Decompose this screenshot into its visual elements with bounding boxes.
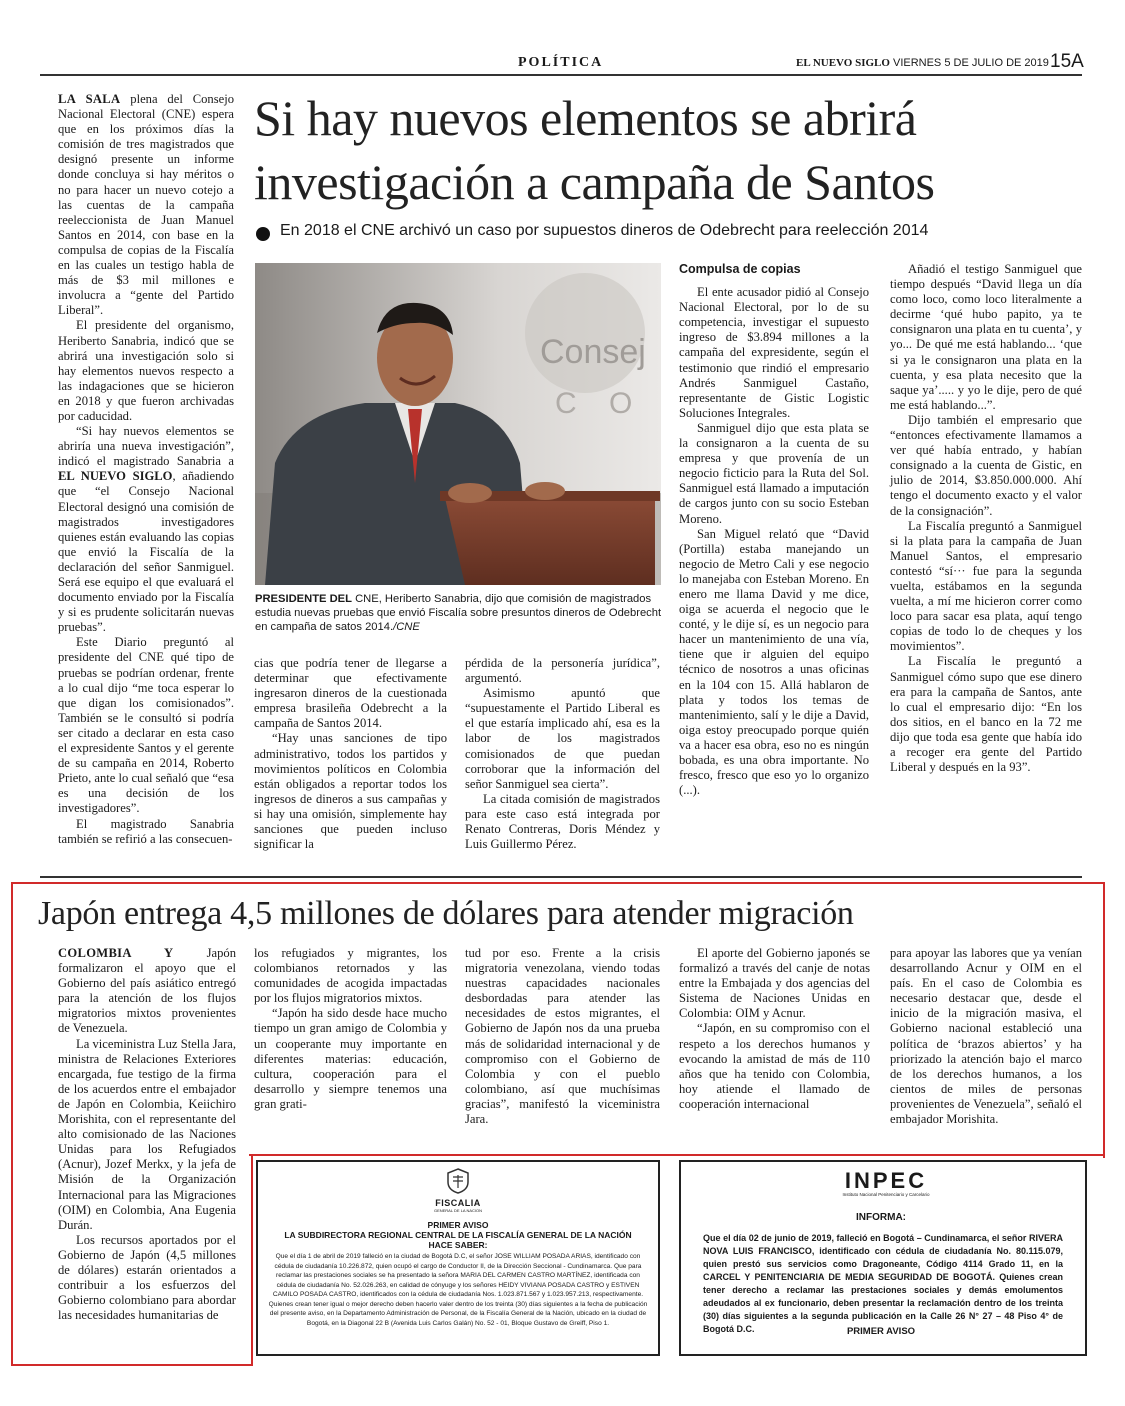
header-rule <box>40 74 1082 76</box>
photo-sign-text-2: C O <box>555 387 645 420</box>
paragraph <box>58 946 236 1037</box>
notice-title-1: PRIMER AVISO <box>427 1220 489 1230</box>
article1-subhead: En 2018 el CNE archivó un caso por supuestos dineros de Odebrecht para reelección 2014 <box>280 222 929 239</box>
article2-column-5 <box>890 946 1082 1127</box>
logo-text: INPEC <box>844 1168 928 1193</box>
article2-column-1 <box>58 946 236 1323</box>
issue-date: VIERNES 5 DE JULIO DE 2019 <box>889 57 1049 69</box>
inpec-logo <box>831 1170 941 1198</box>
article2-column-4 <box>679 946 870 1112</box>
paragraph: “Hay unas sanciones de tipo administrativo, todos los partidos y movimientos políticos en Colombia están obligados a reportar todos los ingresos de dineros a sus campañas y si hay una omisión, simplemente hay sanciones que pueden incluso significar la <box>254 731 447 852</box>
legal-notice-fiscalia <box>256 1160 660 1356</box>
text: “Si hay nuevos elementos se abriría una nueva investigación”, indicó el magistrado Sanabria a <box>58 424 234 469</box>
logo-subtext: Instituto Nacional Penitenciario y Carcelario <box>842 1192 930 1197</box>
paragraph: El aporte del Gobierno japonés se formalizó a través del canje de notas entre la Embajada y dos agencias del Sistema de Naciones Unidas en Colombia: OIM y Acnur. <box>679 946 870 1021</box>
paragraph: los refugiados y migrantes, los colombianos retornados y las comunidades de acogida impactadas por los flujos migratorios mixtos. <box>254 946 447 1006</box>
notice-title-3: HACE SABER: <box>428 1240 488 1250</box>
section-subheading: Compulsa de copias <box>679 262 801 276</box>
paper-name: EL NUEVO SIGLO <box>796 57 890 69</box>
headline-line-2: investigación a campaña de Santos <box>254 154 935 210</box>
paragraph: Añadió el testigo Sanmiguel que tiempo después “David llega un día como loco, como loco literalmente a decirme ‘qué hubo papito, ya te consignaron una plata en tu cuenta’, y yo... De qué me está hablando... ‘que si ya le consignaron una plata en la cuenta, y esa plata necesito que la saque ya’..... y yo le dije, pero de qué me está hablando...”. <box>890 262 1082 412</box>
notice-body: Que el día 1 de abril de 2019 falleció en la ciudad de Bogotá D.C, el señor JOSE WILLIAM POSADA ARIAS, identificado con cédula de ciudadanía 10.226.872, quien ocupó el cargo de Conductor II, de la Dirección Seccional - Cundinamarca. Que para reclamar las prestaciones sociales se ha presentado la señora MARIA DEL CARMEN CASTRO MARTÍNEZ, identificada con cédula de ciudadanía No. 52.026.263, en calidad de cónyuge y los señores HEIDY VIVIANA POSADA CASTRO y ESTIVEN CAMILO POSADA CASTRO, identificados con la cédula de ciudadanía Nos. 1.023.871.567 y 1.023.957.213, respectivamente. Quienes crean tener igual o mejor derecho deben hacerlo valer dentro de los treinta (30) días siguientes a la fecha de publicación del presente aviso, en la Departamento Administración de Personal, de la Fiscalía General de la Nación, ubicado en la ciudad de Bogotá, en la Diagonal 22 B (Avenida Luis Carlos Galán) No. 52 - 01, Bloque Gustavo de Greiff, Piso 1. <box>268 1253 648 1327</box>
paragraph: La Fiscalía preguntó a Sanmiguel si la plata para la campaña de Juan Manuel Santos, el empresario contestó “sí··· fue para la segunda vuelta, estábamos en la segunda vuelta, a mí me hicieron correr como loco para sacar esa plata, aquí tengo copias de todo lo de cheques y los movimientos”. <box>890 518 1082 654</box>
article1-column-3 <box>465 656 660 852</box>
speaker-photo-illustration <box>255 263 661 585</box>
page-number: 15A <box>1050 51 1084 72</box>
article1-column-1 <box>58 92 234 847</box>
notice-title: INFORMA: <box>856 1212 906 1223</box>
paragraph: El ente acusador pidió al Consejo Nacional Electoral, por lo de su competencia, investigar el supuesto ingreso de $3.894 millones a la campaña del expresidente, según el testimonio que rindió el empresario Andrés Sanmiguel Castaño, representante de Gistic Logistic Soluciones Integrales. <box>679 285 869 420</box>
paragraph: La Fiscalía le preguntó a Sanmiguel cómo supo que ese dinero era para la campaña de Santos, ante lo cual el empresario dijo: “En los dos sitios, en el banco en la 72 me dijo que toda esa gente que había ido a recoger era gente del Partido Liberal y después en la 93”. <box>890 654 1082 775</box>
coat-of-arms-icon <box>447 1168 469 1194</box>
text: Japón formalizaron el apoyo que el Gobierno del país asiático entregó para la atención de los flujos migratorios mixtos provenientes de Venezuela. <box>58 946 237 1036</box>
paragraph: Asimismo apuntó que “supuestamente el Partido Liberal es el que estaría implicado ahí, esa es la labor de los magistrados comisionados de que puedan corroborar que la información del señor Sanmiguel sea cierta”. <box>465 686 660 791</box>
paragraph: La viceministra Luz Stella Jara, ministra de Relaciones Exteriores encargada, fue testigo de la firma de los acuerdos entre el embajador de Japón en Colombia, Keiichiro Morishita, con el representante del alto comisionado de las Naciones Unidas para los Refugiados (Acnur), Jozef Merkx, y la jefa de Misión de la Organización Internacional para las Migraciones (OIM) en Colombia, Ana Eugenia Durán. <box>58 1036 236 1232</box>
article2-column-2 <box>254 946 447 1112</box>
notice-body: Que el día 02 de junio de 2019, falleció en Bogotá – Cundinamarca, el señor RIVERA NOVA LUIS FRANCISCO, identificado con cédula de ciudadanía No. 80.115.079, quien prestó sus servicios como Dragoneante, Código 4114 Grado 11, en la CARCEL Y PENITENCIARIA DE MEDIA SEGURIDAD DE BOGOTÁ. Quienes crean tener derecho a reclamar las prestaciones sociales y demás emolumentos adeudados al ex funcionario, deben presentar la reclamación dentro de los treinta (30) días siguientes a la segunda publicación en la Calle 26 N° 27 – 48 Piso 4° de Bogotá D.C. <box>703 1233 1063 1334</box>
highlight-frame-step <box>249 1154 1103 1156</box>
section-divider <box>40 876 1082 878</box>
paragraph: “Japón ha sido desde hace mucho tiempo un gran amigo de Colombia y un cooperante muy importante en diferentes materias: educación, cultura, cooperación para el desarrollo y siempre tenemos una gran grati- <box>254 1006 447 1111</box>
text: , añadiendo que “el Consejo Nacional Electoral designó una comisión de magistrados investigadores quienes están evaluando las copias que envió la Fiscalía de la declaración del señor Sanmiguel. Será ese equipo el que evaluará el documento enviado por la Fiscalía y si es prudente solicitarán nuevas pruebas”. <box>58 469 234 635</box>
lead-in: COLOMBIA Y <box>58 946 174 960</box>
article-photo <box>255 263 661 585</box>
bullet-icon <box>256 227 270 241</box>
paragraph: La citada comisión de magistrados para este caso está integrada por Renato Contreras, Doris Méndez y Luis Guillermo Pérez. <box>465 791 660 852</box>
article1-column-5 <box>890 262 1082 775</box>
paragraph <box>58 424 234 635</box>
paragraph: Los recursos aportados por el Gobierno de Japón (4,5 millones de dólares) estarán orientados a contribuir a los esfuerzos del Gobierno colombiano para abordar las necesidades humanitarias de <box>58 1232 236 1323</box>
paragraph: cias que podría tener de llegarse a determinar que efectivamente ingresaron dineros de la cuestionada empresa brasileña Odebrecht a la campaña de Santos 2014. <box>254 656 447 731</box>
logo-text: FISCALIA <box>435 1198 481 1208</box>
photo-sign-text: Consej <box>540 333 646 371</box>
article1-column-4 <box>679 262 869 798</box>
caption-text: CNE, Heriberto Sanabria, dijo que comisión de magistrados estudia nuevas pruebas que envió Fiscalía sobre presuntos dineros de Odebrecht en campaña de satos 2014. <box>255 593 662 633</box>
paragraph: pérdida de la personería jurídica”, argumentó. <box>465 656 660 686</box>
lead-in: LA SALA <box>58 92 121 106</box>
notice-title-2: LA SUBDIRECTORA REGIONAL CENTRAL DE LA FISCALÍA GENERAL DE LA NACIÓN <box>284 1230 632 1240</box>
paragraph: Este Diario preguntó al presidente del CNE qué tipo de pruebas se podrían ordenar, frente a lo cual dijo “me toca esperar lo que digan los comisionados”. También se le consultó si podría ser citado a declarar en esta caso el expresidente Santos y el gerente de su campaña en 2014, Roberto Prieto, ante lo cual señaló que “esa es una decisión de los investigadores”. <box>58 635 234 816</box>
paragraph: El presidente del organismo, Heriberto Sanabria, indicó que se abrirá una investigación solo si hay elementos nuevos respecto a las indagaciones que se hicieron en 2018 y que fueron archivadas por caducidad. <box>58 318 234 423</box>
paragraph: El magistrado Sanabria también se refirió a las consecuen- <box>58 816 234 846</box>
paragraph: Dijo también el empresario que “entonces efectivamente llamamos a ver qué había entrado, y habían consignado a la cuenta de Gistic, en julio de 2014, $3.850.000.000. Ahí tengo el documento exacto y el valor de la consignación”. <box>890 412 1082 518</box>
logo-subtext: GENERAL DE LA NACION <box>433 1208 483 1213</box>
paragraph <box>58 92 234 318</box>
text: plena del Consejo Nacional Electoral (CNE) espera que en los próximos días la comisión de tres magistrados que designó presente un informe donde concluya si hay méritos o no para hacer un nuevo cotejo a las cuentas de la campaña reeleccionista de Juan Manuel Santos en 2014, con base en la compulsa de copias de la Fiscalía en las cuales un testigo habla de más de $3 mil millones e involucra a “gente del Partido Liberal”. <box>58 92 234 318</box>
legal-notice-inpec <box>679 1160 1087 1356</box>
article1-column-2 <box>254 656 447 852</box>
masthead-date <box>796 57 1049 69</box>
paragraph: para apoyar las labores que ya venían desarrollando Acnur y OIM en el país. En el caso de Colombia es necesario destacar que, desde el inicio de la migración masiva, el Gobierno nacional estableció una política de ‘brazos abiertos’ y ha priorizado la atención bajo el marco de los derechos humanos, a los cientos de miles de personas provenientes de Venezuela”, señaló el embajador Morishita. <box>890 946 1082 1127</box>
paragraph: San Miguel relató que “David (Portilla) estaba manejando un negocio de Metro Cali y ese negocio lo manejaba con Esteban Moreno. En enero me llama David y me dice, oiga se acuerda el negocio que le conté, y le dije sí, es un negocio para hacer un mantenimiento de una vía, tiene que ir alguien del equipo técnico de nosotros a unas oficinas en la 104 con 15. Allá hablaron de plata y todos los temas de mantenimiento, salí y le dije a David, oiga estoy preocupado porque quién va a hacer esa obra, eso no es ningún bobada, es una obra importante. No fresco, fresco que eso yo lo organizo (...). <box>679 526 869 798</box>
paragraph: Sanmiguel dijo que esta plata se la consignaron a la cuenta de su empresa y que provenía de un negocio ficticio para la Ruta del Sol. Sanmiguel está llamado a imputación de cargos junto con su socio Esteban Moreno. <box>679 420 869 526</box>
caption-lead: PRESIDENTE DEL <box>255 593 352 605</box>
photo-credit: /CNE <box>393 620 420 633</box>
article1-headline <box>254 86 935 214</box>
paragraph: “Japón, en su compromiso con el respeto a los derechos humanos y evocando la amistad de más de 110 años que ha tenido con Colombia, hoy atiende el llamado de cooperación internacional <box>679 1021 870 1111</box>
paragraph: tud por eso. Frente a la crisis migratoria venezolana, viendo todas nuestras capacidades nacionales desbordadas para atender las necesidades de estos migrantes, el Gobierno de Japón nos da una prueba más de solidaridad internacional y de compromiso con el Gobierno de Colombia y con el pueblo colombiano, así que muchísimas gracias”, manifestó la viceministra Jara. <box>465 946 660 1127</box>
paper-name-inline: EL NUEVO SIGLO <box>58 469 173 484</box>
headline-line-1: Si hay nuevos elementos se abrirá <box>254 90 917 146</box>
article2-column-3 <box>465 946 660 1127</box>
section-name: POLÍTICA <box>518 55 604 70</box>
notice-footer: PRIMER AVISO <box>846 1326 916 1337</box>
fiscalia-logo <box>428 1168 488 1213</box>
photo-caption <box>255 593 663 634</box>
article2-headline: Japón entrega 4,5 millones de dólares para atender migración <box>38 895 854 932</box>
